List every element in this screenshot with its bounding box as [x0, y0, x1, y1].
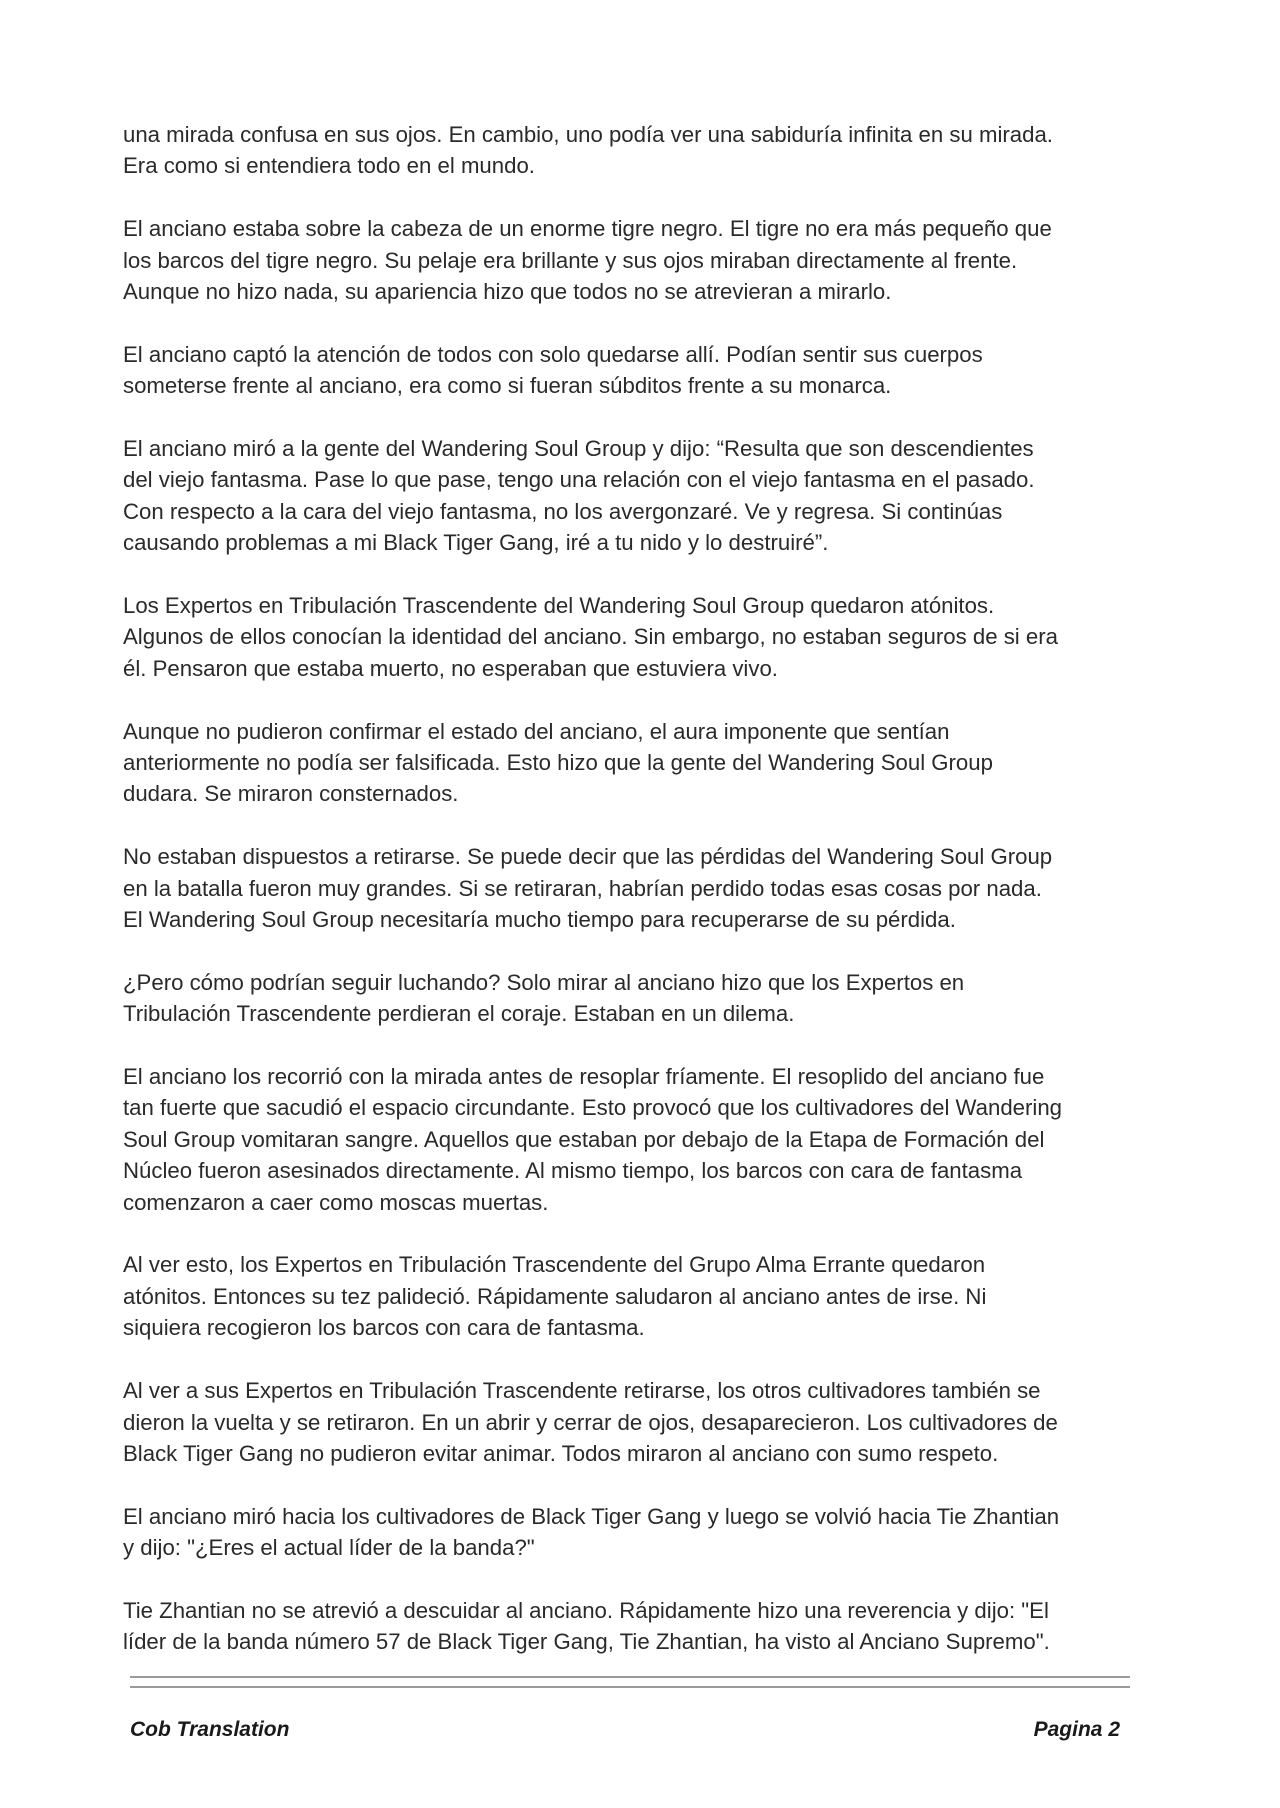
paragraph	[123, 433, 1143, 559]
text-line: tan fuerte que sacudió el espacio circundante. Esto provocó que los cultivadores del Wandering	[123, 1095, 1063, 1121]
text-line: del viejo fantasma. Pase lo que pase, tengo una relación con el viejo fantasma en el pasado.	[123, 467, 1035, 493]
text-line: atónitos. Entonces su tez palideció. Rápidamente saludaron al anciano antes de irse. Ni	[123, 1283, 987, 1309]
text-line: El anciano miró hacia los cultivadores de Black Tiger Gang y luego se volvió hacia Tie Zhantian	[123, 1503, 1060, 1529]
footer-divider-top	[130, 1676, 1130, 1678]
paragraph	[123, 841, 1143, 935]
paragraph	[123, 716, 1143, 810]
text-line: siquiera recogieron los barcos con cara de fantasma.	[123, 1315, 645, 1341]
paragraph	[123, 1061, 1143, 1218]
paragraph	[123, 1501, 1143, 1564]
text-line: en la batalla fueron muy grandes. Si se retiraran, habrían perdido todas esas cosas por nada.	[123, 875, 1042, 901]
text-line: causando problemas a mi Black Tiger Gang, iré a tu nido y lo destruiré”.	[123, 530, 829, 556]
footer-page-number: Pagina 2	[1033, 1718, 1120, 1741]
paragraph	[123, 1375, 1143, 1469]
text-line: Tribulación Trascendente perdieran el coraje. Estaban en un dilema.	[123, 1001, 795, 1027]
footer-translator-credit: Cob Translation	[130, 1718, 290, 1741]
paragraph	[123, 1595, 1143, 1658]
text-line: No estaban dispuestos a retirarse. Se puede decir que las pérdidas del Wandering Soul Group	[123, 844, 1053, 870]
text-line: El anciano estaba sobre la cabeza de un enorme tigre negro. El tigre no era más pequeño que	[123, 216, 1052, 242]
footer-divider-bottom	[130, 1686, 1130, 1688]
body-text	[123, 119, 1143, 1689]
text-line: El anciano captó la atención de todos con solo quedarse allí. Podían sentir sus cuerpos	[123, 341, 983, 367]
text-line: una mirada confusa en sus ojos. En cambio, uno podía ver una sabiduría infinita en su mirada.	[123, 122, 1053, 147]
paragraph	[123, 339, 1143, 402]
text-line: Era como si entendiera todo en el mundo.	[123, 153, 535, 179]
text-line: dieron la vuelta y se retiraron. En un abrir y cerrar de ojos, desaparecieron. Los cultivadores de	[123, 1409, 1058, 1435]
paragraph	[123, 119, 1143, 182]
paragraph	[123, 590, 1143, 684]
text-line: Soul Group vomitaran sangre. Aquellos que estaban por debajo de la Etapa de Formación del	[123, 1126, 1045, 1152]
text-line: El anciano los recorrió con la mirada antes de resoplar fríamente. El resoplido del anciano fue	[123, 1064, 1045, 1090]
text-line: los barcos del tigre negro. Su pelaje era brillante y sus ojos miraban directamente al frente.	[123, 247, 1018, 273]
text-line: él. Pensaron que estaba muerto, no esperaban que estuviera vivo.	[123, 655, 778, 681]
text-line: Algunos de ellos conocían la identidad del anciano. Sin embargo, no estaban seguros de si era	[123, 624, 1058, 650]
text-line: Al ver a sus Expertos en Tribulación Trascendente retirarse, los otros cultivadores también se	[123, 1378, 1041, 1404]
text-line: Con respecto a la cara del viejo fantasma, no los avergonzaré. Ve y regresa. Si continúas	[123, 498, 1003, 524]
text-line: Tie Zhantian no se atrevió a descuidar al anciano. Rápidamente hizo una reverencia y dijo: "El	[123, 1597, 1049, 1623]
text-line: Al ver esto, los Expertos en Tribulación Trascendente del Grupo Alma Errante quedaron	[123, 1252, 986, 1278]
text-line: líder de la banda número 57 de Black Tiger Gang, Tie Zhantian, ha visto al Anciano Supremo".	[123, 1629, 1050, 1655]
paragraph	[123, 213, 1143, 307]
text-line: Núcleo fueron asesinados directamente. Al mismo tiempo, los barcos con cara de fantasma	[123, 1158, 1023, 1184]
text-line: y dijo: "¿Eres el actual líder de la banda?"	[123, 1535, 535, 1561]
text-line: El Wandering Soul Group necesitaría mucho tiempo para recuperarse de su pérdida.	[123, 907, 956, 933]
text-line: Aunque no hizo nada, su apariencia hizo que todos no se atrevieran a mirarlo.	[123, 279, 892, 305]
paragraph	[123, 967, 1143, 1030]
text-line: dudara. Se miraron consternados.	[123, 781, 459, 807]
text-line: Aunque no pudieron confirmar el estado del anciano, el aura imponente que sentían	[123, 718, 950, 744]
text-line: Black Tiger Gang no pudieron evitar animar. Todos miraron al anciano con sumo respeto.	[123, 1440, 999, 1466]
paragraph	[123, 1249, 1143, 1343]
text-line: El anciano miró a la gente del Wandering Soul Group y dijo: “Resulta que son descendientes	[123, 436, 1034, 462]
text-line: comenzaron a caer como moscas muertas.	[123, 1189, 549, 1215]
text-line: Los Expertos en Tribulación Trascendente del Wandering Soul Group quedaron atónitos.	[123, 593, 995, 619]
text-line: ¿Pero cómo podrían seguir luchando? Solo mirar al anciano hizo que los Expertos en	[123, 969, 965, 995]
text-line: someterse frente al anciano, era como si fueran súbditos frente a su monarca.	[123, 373, 892, 399]
text-line: anteriormente no podía ser falsificada. Esto hizo que la gente del Wandering Soul Group	[123, 750, 993, 776]
